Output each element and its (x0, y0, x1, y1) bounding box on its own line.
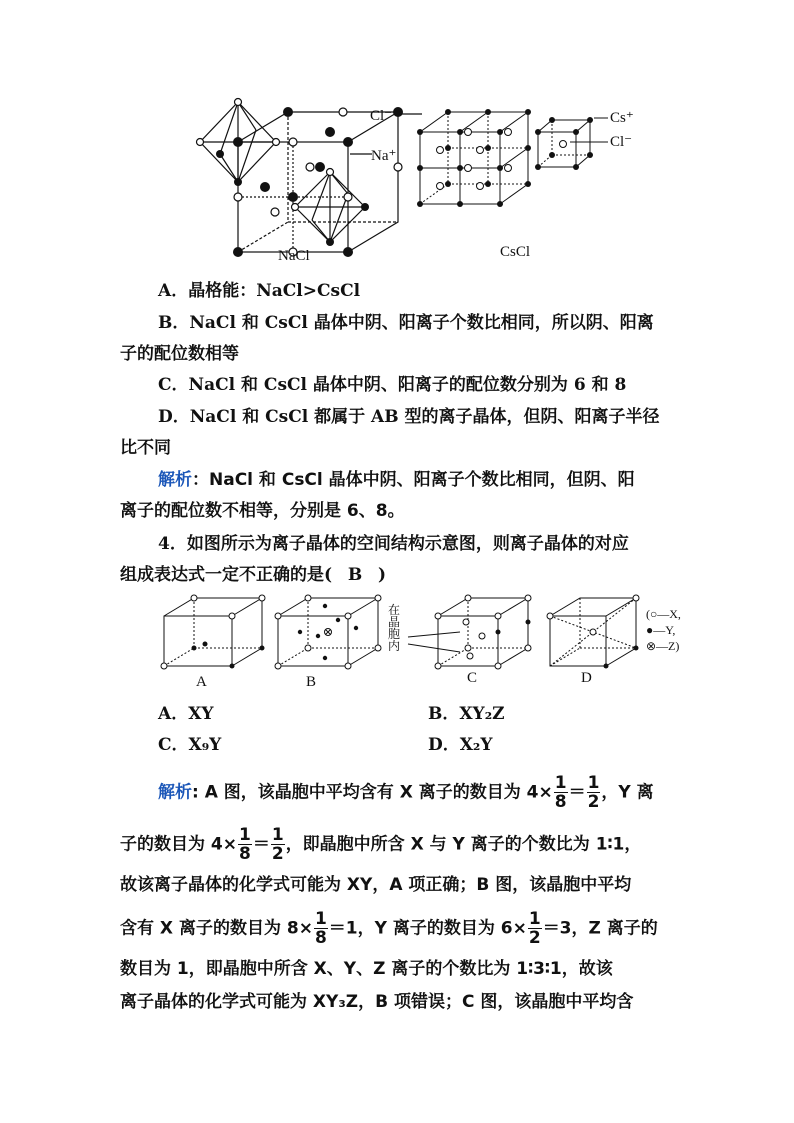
cscl-caption: CsCl (500, 244, 531, 260)
q4-analysis-line-2: 子的数目为 4× $\frac{1}{8}$ ＝ $\frac{1}{2}$ ，即晶胞中所含 X 与 Y 离子的个数比为 1∶1， (120, 825, 642, 864)
q3-option-b-1: B．NaCl 和 CsCl 晶体中阴、阳离子个数比相同，所以阴、阳离 (158, 313, 654, 333)
q4-stem-2: 组成表达式一定不正确的是( B ) (120, 565, 387, 585)
q4-fig-label-b: B (306, 674, 317, 690)
nacl-cscl-structure-figure (190, 92, 650, 272)
q3-analysis-line-2: 离子的配位数不相等，分别是 6、8。 (120, 501, 405, 521)
q4-fig-label-d: D (581, 670, 592, 686)
q4-analysis-line-6: 离子晶体的化学式可能为 XY₃Z，B 项错误；C 图，该晶胞中平均含 (120, 992, 634, 1012)
q3-option-b-2: 子的配位数相等 (120, 344, 239, 364)
q3-option-a: A．晶格能：NaCl>CsCl (158, 281, 361, 301)
fraction: $\frac{1}{2}$ (271, 825, 284, 864)
cl-ion-label-2: Cl⁻ (610, 134, 633, 150)
q3-analysis-line-1: 解析：NaCl 和 CsCl 晶体中阴、阳离子个数比相同，但阴、阳 (158, 470, 635, 490)
fraction: $\frac{1}{8}$ (554, 773, 567, 812)
nacl-caption: NaCl (278, 248, 310, 264)
q4-analysis-line-4: 含有 X 离子的数目为 8× $\frac{1}{8}$ ＝1，Y 离子的数目为 6× $\frac{1}{2}$ ＝3，Z 离子的 (120, 909, 658, 948)
q3-option-d-2: 比不同 (120, 438, 171, 458)
q4-option-d: D．X₂Y (428, 735, 493, 755)
q4-fig-label-a: A (196, 674, 207, 690)
fraction: $\frac{1}{2}$ (528, 909, 541, 948)
fraction: $\frac{1}{8}$ (239, 825, 251, 864)
q4-fig-label-c: C (467, 670, 478, 686)
q4-option-a: A．XY (158, 704, 214, 724)
q4-answer: B (347, 565, 363, 585)
q4-option-b: B．XY₂Z (428, 704, 505, 724)
fraction: $\frac{1}{8}$ (314, 909, 327, 948)
q3-option-c: C．NaCl 和 CsCl 晶体中阴、阳离子的配位数分别为 6 和 8 (158, 375, 627, 395)
q4-analysis-line-3: 故该离子晶体的化学式可能为 XY，A 项正确；B 图，该晶胞中平均 (120, 875, 632, 895)
cs-ion-label: Cs⁺ (610, 110, 634, 126)
q4-option-c: C．X₉Y (158, 735, 222, 755)
q4-analysis-line-5: 数目为 1，即晶胞中所含 X、Y、Z 离子的个数比为 1∶3∶1，故该 (120, 959, 613, 979)
q4-analysis-line-1: 解析: A 图，该晶胞中平均含有 X 离子的数目为 4× $\frac{1}{8}$ ＝ $\frac{1}{2}$ ，Y 离 (158, 773, 654, 812)
q4-crystal-cells-figure (160, 592, 700, 672)
na-ion-label: Na⁺ (371, 148, 397, 164)
q4-stem-1: 4．如图所示为离子晶体的空间结构示意图，则离子晶体的对应 (158, 534, 629, 554)
q4-legend: (○—X, ●—Y, ⊗—Z) (646, 607, 681, 653)
cl-ion-label: Cl⁻ (370, 108, 393, 124)
fraction: $\frac{1}{2}$ (587, 773, 600, 812)
q4-inside-note: 在 晶 胞 内 (388, 603, 401, 653)
q3-analysis-label: 解析 (158, 470, 192, 490)
q3-option-d-1: D．NaCl 和 CsCl 都属于 AB 型的离子晶体，但阴、阳离子半径 (158, 407, 660, 427)
